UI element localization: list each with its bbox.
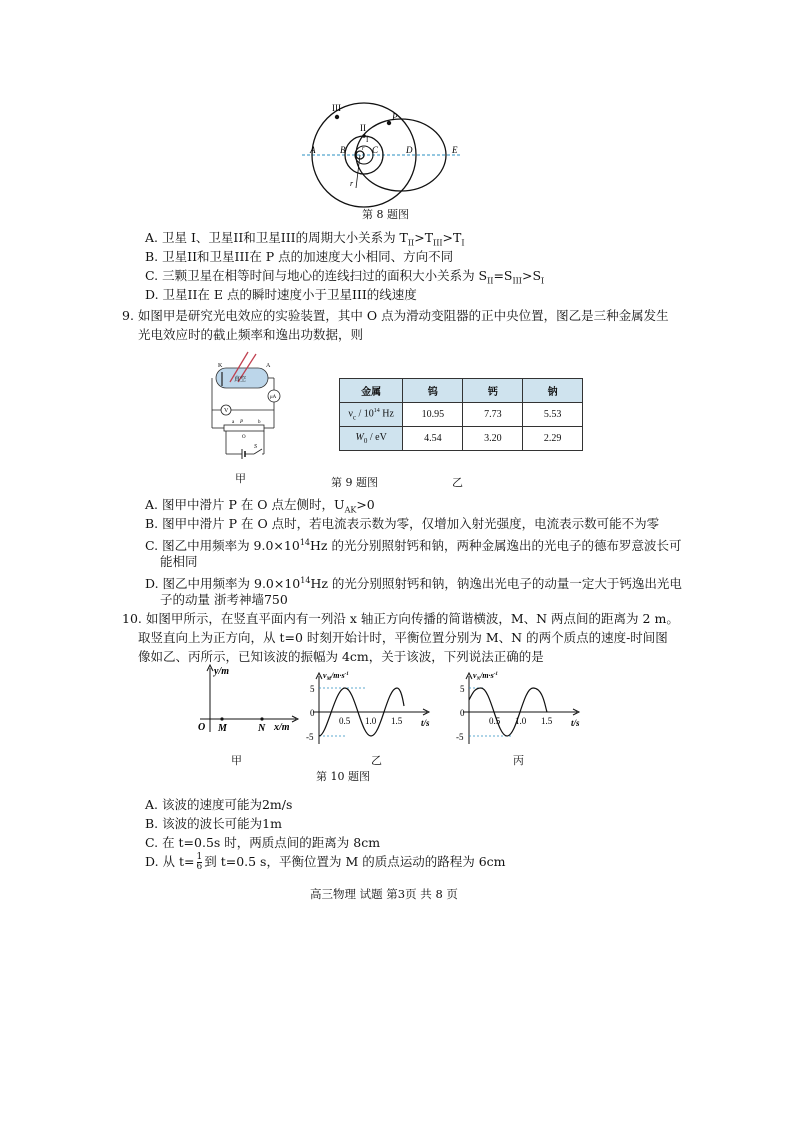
svg-text:I: I (366, 136, 369, 144)
svg-text:P: P (392, 112, 398, 122)
svg-text:-5: -5 (456, 732, 464, 742)
table-header-row (340, 379, 583, 403)
table-cell: 2.29 (523, 427, 583, 451)
table-header-calcium: 钙 (463, 379, 523, 403)
svg-text:1.5: 1.5 (391, 716, 403, 726)
svg-text:K: K (218, 363, 223, 369)
svg-text:S: S (254, 444, 257, 450)
svg-text:M: M (218, 723, 227, 734)
q9-metal-table (339, 378, 583, 451)
svg-text:0.5: 0.5 (489, 716, 501, 726)
q10-label-yi: 乙 (371, 754, 382, 767)
svg-text:A: A (266, 363, 271, 369)
q8-option-c[interactable]: C. 三颗卫星在相等时间与地心的连线扫过的面积大小关系为 $S_{II}=S_{III}>S_I$ (145, 268, 545, 286)
svg-text:5: 5 (310, 684, 315, 694)
q10-option-a[interactable]: A. 该波的速度可能为2m/s (145, 797, 293, 812)
q8-option-b[interactable]: B. 卫星II和卫星III在 P 点的加速度大小相同、方向不同 (145, 249, 454, 264)
q10-label-jia: 甲 (231, 754, 242, 767)
q9-label-jia: 甲 (235, 472, 246, 485)
row-label-frequency: $\nu_c / 10^{14}$ Hz (340, 403, 403, 427)
svg-text:III: III (332, 103, 341, 113)
svg-text:t/s: t/s (421, 718, 430, 728)
svg-text:0: 0 (310, 708, 315, 718)
q10-label-bing: 丙 (513, 754, 524, 767)
svg-text:a: a (232, 420, 235, 425)
table-cell: 3.20 (463, 427, 523, 451)
q9-option-a[interactable]: A. 图甲中滑片 P 在 O 点左侧时，$U_{AK}>0$ (145, 497, 375, 515)
svg-text:N: N (258, 723, 266, 734)
svg-text:r: r (362, 146, 365, 152)
table-row (340, 427, 583, 451)
table-header-sodium: 钠 (523, 379, 583, 403)
q8-orbit-figure (296, 98, 466, 210)
q9-option-b[interactable]: B. 图甲中滑片 P 在 O 点时，若电流表示数为零，仅增加入射光强度，电流表示数可能不为零 (145, 516, 660, 531)
svg-text:O: O (242, 435, 246, 440)
table-row (340, 403, 583, 427)
q10-stem-line3: 像如乙、丙所示，已知该波的振幅为 4cm，关于该波，下列说法正确的是 (138, 649, 544, 664)
q9-option-d[interactable]: D. 图乙中用频率为 $9.0\times 10^{14}Hz$ 的光分别照射钙和钠，钠逸出光电子的动量一定大于钙逸出光电 (145, 576, 682, 592)
table-cell: 5.53 (523, 403, 583, 427)
svg-text:vN/m·s-1: $v_N/m\cdot s^{-1}$ (473, 671, 498, 682)
svg-text:O: O (198, 722, 206, 733)
q10-fig-jia (192, 662, 302, 742)
svg-text:r: r (350, 179, 354, 188)
svg-text:1.5: 1.5 (541, 716, 553, 726)
q10-fig-yi (305, 670, 440, 750)
q10-option-d[interactable]: D. 从 t= $\frac{1}{6}$ 到 t=0.5 s，平衡位置为 M 的质点运动的路程为 6cm (145, 852, 506, 872)
svg-text:C: C (372, 145, 379, 155)
svg-text:vM/m·s-1: $v_M/m\cdot s^{-1}$ (323, 671, 349, 682)
svg-text:μA: μA (270, 395, 277, 400)
svg-text:P: P (240, 420, 244, 425)
q10-fig-bing (455, 670, 590, 750)
q8-option-a[interactable]: A. 卫星 I、卫星II和卫星III的周期大小关系为 $T_{II}>T_{III}>T_I$ (145, 230, 465, 248)
svg-text:1.0: 1.0 (515, 716, 527, 726)
svg-text:1.0: 1.0 (365, 716, 377, 726)
svg-text:真空: 真空 (234, 377, 247, 383)
q10-stem-line2: 取竖直向上为正方向，从 t=0 时刻开始计时，平衡位置分别为 M、N 的两个质点的速度-时间图 (138, 630, 668, 645)
q9-stem-line1: 9. 如图甲是研究光电效应的实验装置，其中 O 点为滑动变阻器的正中央位置，图乙是三种金属发生 (122, 308, 669, 323)
svg-text:y/m: y/m (214, 666, 229, 677)
svg-text:E: E (452, 145, 458, 155)
svg-text:-5: -5 (306, 732, 314, 742)
table-header-metal: 金属 (340, 379, 403, 403)
row-label-work-function: $W_0$ / eV (340, 427, 403, 451)
svg-text:x/m: x/m (274, 722, 290, 733)
q9-stem-line2: 光电效应时的截止频率和逸出功数据，则 (138, 327, 364, 342)
q10-option-b[interactable]: B. 该波的波长可能为1m (145, 816, 282, 831)
svg-text:b: b (258, 420, 261, 425)
q8-caption: 第 8 题图 (362, 208, 409, 221)
q9-option-c-cont: 能相同 (160, 554, 198, 569)
svg-text:5: 5 (460, 684, 465, 694)
q9-circuit-diagram (204, 350, 288, 470)
table-cell: 7.73 (463, 403, 523, 427)
page-footer: 高三物理 试题 第3页 共 8 页 (310, 887, 458, 901)
table-cell: 10.95 (403, 403, 463, 427)
svg-text:II: II (360, 123, 366, 133)
q10-stem-line1: 10. 如图甲所示，在竖直平面内有一列沿 x 轴正方向传播的简谐横波，M、N 两点间的距离为 2 m。 (122, 611, 679, 626)
q9-option-d-cont: 子的动量 浙考神墙750 (160, 592, 288, 607)
q9-option-c[interactable]: C. 图乙中用频率为 $9.0\times 10^{14}Hz$ 的光分别照射钙和钠，两种金属逸出的光电子的德布罗意波长可 (145, 538, 682, 554)
q10-caption: 第 10 题图 (316, 770, 370, 783)
q9-caption: 第 9 题图 (331, 476, 378, 489)
q8-option-d[interactable]: D. 卫星II在 E 点的瞬时速度小于卫星III的线速度 (145, 287, 417, 302)
table-header-tungsten: 钨 (403, 379, 463, 403)
svg-text:A: A (310, 145, 316, 155)
svg-text:0: 0 (460, 708, 465, 718)
svg-text:V: V (224, 408, 229, 414)
svg-text:0.5: 0.5 (339, 716, 351, 726)
svg-text:D: D (406, 145, 413, 155)
q9-label-yi: 乙 (452, 476, 463, 489)
q10-option-c[interactable]: C. 在 t=0.5s 时，两质点间的距离为 8cm (145, 835, 381, 850)
table-cell: 4.54 (403, 427, 463, 451)
svg-text:t/s: t/s (571, 718, 580, 728)
svg-text:B: B (340, 145, 346, 155)
